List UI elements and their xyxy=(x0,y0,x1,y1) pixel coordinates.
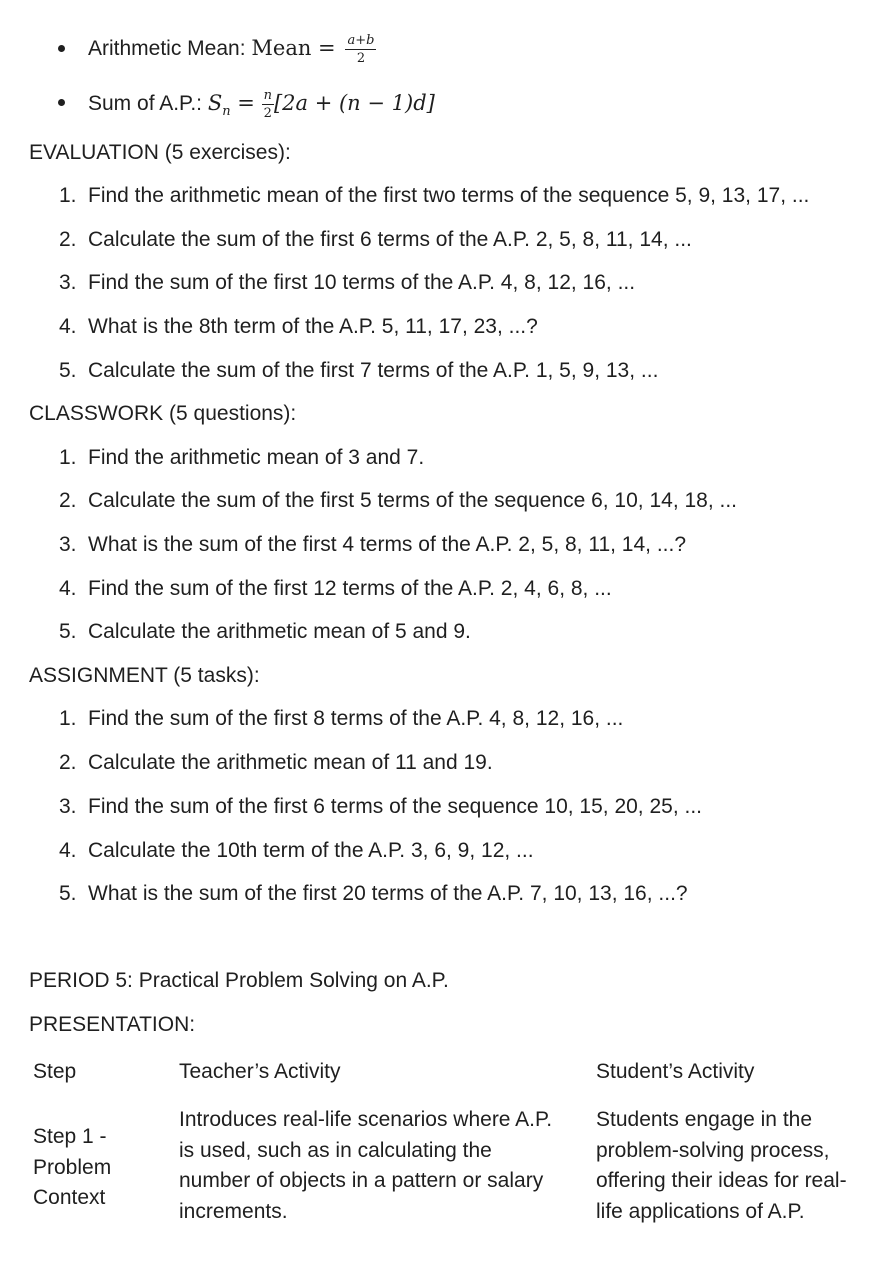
item-number: 3. xyxy=(59,271,77,294)
bullet-icon xyxy=(58,99,65,106)
item-text: Calculate the sum of the first 7 terms of the A.P. 1, 5, 9, 13, ... xyxy=(88,359,659,382)
sum-denominator: 2 xyxy=(263,105,272,121)
list-item xyxy=(59,839,534,863)
item-number: 3. xyxy=(59,795,77,818)
list-item xyxy=(59,228,692,252)
item-text: Calculate the sum of the first 5 terms of the sequence 6, 10, 14, 18, ... xyxy=(88,489,738,512)
item-text: What is the sum of the first 4 terms of the A.P. 2, 5, 8, 11, 14, ...? xyxy=(88,533,687,556)
mean-lhs: Mean = xyxy=(251,36,336,60)
item-number: 1. xyxy=(59,707,77,730)
list-item xyxy=(59,751,493,775)
list-item xyxy=(59,882,688,906)
period-title: PERIOD 5: Practical Problem Solving on A.P. xyxy=(29,969,449,992)
evaluation-heading: EVALUATION (5 exercises): xyxy=(29,141,291,164)
cell-line: increments. xyxy=(179,1199,288,1223)
sum-fraction xyxy=(262,89,274,120)
sum-equals: = xyxy=(230,91,262,115)
mean-fraction xyxy=(345,34,376,65)
list-item xyxy=(59,446,424,470)
item-number: 1. xyxy=(59,446,77,469)
list-item xyxy=(59,533,686,557)
cell-line: is used, such as in calculating the xyxy=(179,1138,492,1162)
column-header-student: Student’s Activity xyxy=(596,1060,755,1083)
item-text: Find the sum of the first 8 terms of the A.P. 4, 8, 12, 16, ... xyxy=(88,707,624,730)
list-item xyxy=(59,184,809,208)
item-text: Find the sum of the first 6 terms of the sequence 10, 15, 20, 25, ... xyxy=(88,795,703,818)
cell-line: Problem xyxy=(33,1155,112,1179)
table-cell-student xyxy=(596,1105,847,1227)
list-item xyxy=(59,707,623,731)
item-number: 4. xyxy=(59,577,77,600)
item-text: Calculate the arithmetic mean of 11 and 19. xyxy=(88,751,493,774)
table-cell-step xyxy=(33,1122,111,1214)
assignment-heading: ASSIGNMENT (5 tasks): xyxy=(29,664,260,687)
cell-line: number of objects in a pattern or salary xyxy=(179,1169,544,1192)
cell-line: life applications of A.P. xyxy=(596,1199,805,1223)
item-number: 5. xyxy=(59,620,77,643)
item-number: 2. xyxy=(59,228,77,251)
sum-formula xyxy=(88,84,435,122)
item-text: Calculate the sum of the first 6 terms of the A.P. 2, 5, 8, 11, 14, ... xyxy=(88,228,692,251)
list-item xyxy=(59,271,635,295)
list-item xyxy=(59,489,737,513)
cell-line: Step 1 - xyxy=(33,1125,107,1148)
item-number: 4. xyxy=(59,315,77,338)
cell-line: Context xyxy=(33,1186,106,1209)
cell-line: problem-solving process, xyxy=(596,1138,830,1162)
column-header-teacher: Teacher’s Activity xyxy=(179,1060,341,1083)
item-number: 1. xyxy=(59,184,77,207)
mean-label: Arithmetic Mean: xyxy=(88,37,252,60)
item-text: Calculate the 10th term of the A.P. 3, 6, 9, 12, ... xyxy=(88,839,534,862)
item-text: What is the sum of the first 20 terms of the A.P. 7, 10, 13, 16, ...? xyxy=(88,882,688,905)
mean-numerator: a+b xyxy=(347,32,375,48)
item-text: Find the sum of the first 12 terms of the A.P. 2, 4, 6, 8, ... xyxy=(88,577,612,600)
item-number: 2. xyxy=(59,489,77,512)
sum-rhs: [2a + (n − 1)d] xyxy=(273,91,435,115)
table-cell-teacher xyxy=(179,1105,552,1227)
sum-subscript: n xyxy=(222,104,231,120)
presentation-heading: PRESENTATION: xyxy=(29,1013,196,1036)
item-text: Find the arithmetic mean of 3 and 7. xyxy=(88,446,425,469)
mean-formula xyxy=(88,28,376,68)
item-text: What is the 8th term of the A.P. 5, 11, 17, 23, ...? xyxy=(88,315,538,338)
sum-numerator: n xyxy=(263,87,272,103)
sum-lhs: S xyxy=(207,91,223,115)
item-number: 2. xyxy=(59,751,77,774)
item-text: Find the sum of the first 10 terms of the A.P. 4, 8, 12, 16, ... xyxy=(88,271,636,294)
item-text: Calculate the arithmetic mean of 5 and 9. xyxy=(88,620,471,643)
sum-label: Sum of A.P.: xyxy=(88,92,208,115)
list-item xyxy=(59,795,702,819)
mean-denominator: 2 xyxy=(356,50,366,66)
item-number: 3. xyxy=(59,533,77,556)
cell-line: offering their ideas for real- xyxy=(596,1169,847,1192)
column-header-step: Step xyxy=(33,1060,77,1083)
cell-line: Students engage in the xyxy=(596,1108,813,1131)
list-item xyxy=(59,359,658,383)
item-number: 4. xyxy=(59,839,77,862)
cell-line: Introduces real-life scenarios where A.P. xyxy=(179,1108,553,1131)
item-number: 5. xyxy=(59,359,77,382)
bullet-icon xyxy=(58,45,65,52)
item-text: Find the arithmetic mean of the first two terms of the sequence 5, 9, 13, 17, ... xyxy=(88,184,810,207)
item-number: 5. xyxy=(59,882,77,905)
classwork-heading: CLASSWORK (5 questions): xyxy=(29,402,297,425)
list-item xyxy=(59,577,612,601)
list-item xyxy=(59,620,471,644)
list-item xyxy=(59,315,538,339)
